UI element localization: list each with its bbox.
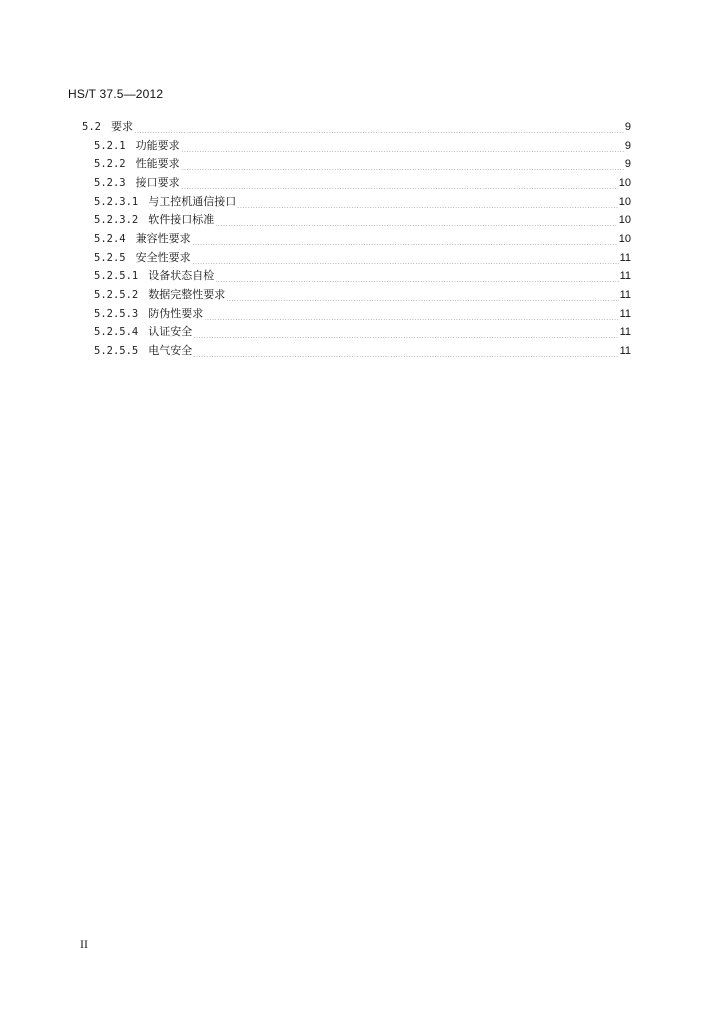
toc-entry-number: 5.2.3.2 — [94, 214, 139, 226]
toc-entry-number: 5.2.3 — [94, 177, 126, 189]
toc-leader-dots — [237, 207, 617, 208]
toc-entry-5-2-5-3[interactable] — [94, 305, 631, 323]
toc-entry-number: 5.2.1 — [94, 140, 126, 152]
toc-entry-title: 要求 — [110, 120, 133, 133]
toc-entry-title: 性能要求 — [135, 157, 180, 170]
toc-leader-dots — [134, 132, 624, 133]
page-number-footer: II — [80, 937, 88, 951]
toc-entry-number: 5.2 — [82, 121, 101, 133]
document-code-header: HS/T 37.5—2012 — [68, 87, 164, 101]
toc-entry-page: 11 — [619, 252, 631, 264]
toc-entry-number: 5.2.2 — [94, 158, 126, 170]
toc-leader-dots — [215, 281, 618, 282]
toc-entry-title: 防伪性要求 — [148, 307, 204, 320]
toc-entry-title: 兼容性要求 — [135, 232, 191, 245]
toc-leader-dots — [193, 356, 618, 357]
toc-entry-number: 5.2.4 — [94, 233, 126, 245]
toc-leader-dots — [192, 244, 618, 245]
toc-entry-page: 10 — [618, 196, 631, 208]
toc-entry-page: 9 — [624, 140, 631, 152]
toc-entry-5-2-3-1[interactable] — [94, 193, 631, 211]
toc-leader-dots — [181, 169, 624, 170]
toc-entry-number: 5.2.5.3 — [94, 308, 139, 320]
toc-entry-5-2-5-1[interactable] — [94, 267, 631, 285]
toc-entry-title: 认证安全 — [148, 325, 193, 338]
toc-leader-dots — [193, 337, 618, 338]
toc-entry-page: 9 — [624, 121, 631, 133]
toc-entry-number: 5.2.5.2 — [94, 289, 139, 301]
toc-entry-title: 与工控机通信接口 — [148, 195, 237, 208]
toc-entry-title: 数据完整性要求 — [148, 288, 226, 301]
toc-entry-page: 11 — [619, 289, 631, 301]
toc-entry-title: 接口要求 — [135, 176, 180, 189]
toc-entry-5-2[interactable] — [82, 118, 631, 136]
toc-entry-5-2-5-5[interactable] — [94, 342, 631, 360]
toc-leader-dots — [192, 263, 619, 264]
toc-entry-page: 11 — [619, 270, 631, 282]
toc-entry-page: 9 — [624, 158, 631, 170]
toc-leader-dots — [215, 225, 617, 226]
toc-entry-5-2-4[interactable] — [94, 230, 631, 248]
toc-entry-page: 10 — [618, 233, 631, 245]
toc-entry-5-2-3[interactable] — [94, 174, 631, 192]
toc-entry-5-2-3-2[interactable] — [94, 211, 631, 229]
toc-entry-page: 10 — [618, 177, 631, 189]
toc-entry-title: 电气安全 — [148, 344, 193, 357]
toc-entry-number: 5.2.5.5 — [94, 345, 139, 357]
toc-leader-dots — [204, 319, 618, 320]
toc-entry-number: 5.2.5 — [94, 252, 126, 264]
toc-entry-title: 设备状态自检 — [148, 269, 215, 282]
toc-leader-dots — [181, 188, 618, 189]
toc-entry-title: 软件接口标准 — [148, 213, 215, 226]
toc-entry-number: 5.2.3.1 — [94, 196, 139, 208]
toc-entry-5-2-1[interactable] — [94, 137, 631, 155]
toc-entry-5-2-2[interactable] — [94, 155, 631, 173]
toc-leader-dots — [181, 151, 624, 152]
toc-leader-dots — [226, 300, 618, 301]
toc-entry-number: 5.2.5.4 — [94, 326, 139, 338]
toc-entry-title: 功能要求 — [135, 139, 180, 152]
toc-entry-5-2-5-4[interactable] — [94, 323, 631, 341]
toc-entry-page: 11 — [619, 326, 631, 338]
toc-entry-5-2-5-2[interactable] — [94, 286, 631, 304]
toc-entry-page: 10 — [618, 214, 631, 226]
toc-entry-number: 5.2.5.1 — [94, 270, 139, 282]
toc-entry-page: 11 — [619, 308, 631, 320]
toc-entry-5-2-5[interactable] — [94, 249, 631, 267]
toc-entry-page: 11 — [619, 345, 631, 357]
toc-entry-title: 安全性要求 — [135, 251, 191, 264]
